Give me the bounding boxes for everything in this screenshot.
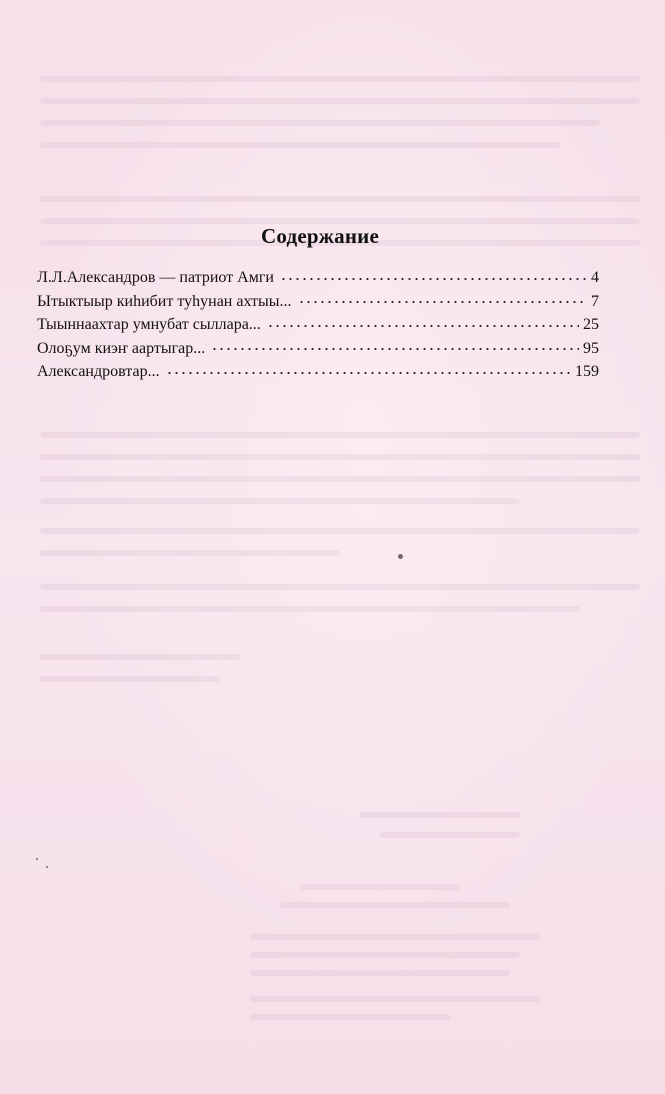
bleed-through-line [40,606,580,612]
bleed-through-line [40,196,640,202]
page-title: Содержание [261,224,379,249]
toc-entry-page: 25 [583,316,599,333]
toc-entry [37,266,599,290]
toc-entry-title: Л.Л.Александров — патриот Амги [37,269,274,286]
toc-entry-title: Ытыктыыр киһибит туһунан ахтыы... [37,292,292,310]
bleed-through-line [40,76,640,82]
bleed-through-line [280,902,510,908]
toc-entry-page: 159 [575,363,599,380]
bleed-through-line [360,812,520,818]
toc-entry-title: Тыыннаахтар умнубат сыллара... [37,316,261,333]
toc-leader-dots [166,361,571,377]
bleed-through-line [40,498,520,504]
toc-leader-dots [280,267,587,283]
table-of-contents [37,266,599,384]
bleed-through-line [380,832,520,838]
bleed-through-line [40,432,640,438]
toc-leader-dots [267,314,579,330]
scan-speck [36,858,38,860]
bleed-through-line [40,454,640,460]
bleed-through-line [250,996,540,1002]
bleed-through-line [40,120,600,126]
toc-entry-page: 4 [591,269,599,286]
bleed-through-line [250,970,510,976]
bleed-through-line [250,952,520,958]
bleed-through-line [40,654,240,660]
bleed-through-line [300,884,460,890]
toc-entry-page: 7 [591,292,599,310]
bleed-through-line [40,550,340,556]
bleed-through-line [250,934,540,940]
bleed-through-line [40,676,220,682]
bleed-through-line [250,1014,450,1020]
toc-entry-title: Олоҕум киэҥ аартыгар... [37,339,206,357]
bleed-through-line [40,142,560,148]
bleed-through-line [40,528,640,534]
toc-entry [37,337,599,361]
toc-leader-dots [211,338,579,354]
toc-entry [37,360,599,384]
toc-entry-title: Александровтар... [37,363,160,380]
scan-speck [398,554,403,559]
toc-entry [37,290,599,314]
scan-speck [46,866,48,868]
bleed-through-line [40,98,640,104]
toc-entry [37,313,599,337]
bleed-through-line [40,476,640,482]
bleed-through-line [40,584,640,590]
toc-entry-page: 95 [583,339,599,357]
toc-leader-dots [298,291,587,307]
